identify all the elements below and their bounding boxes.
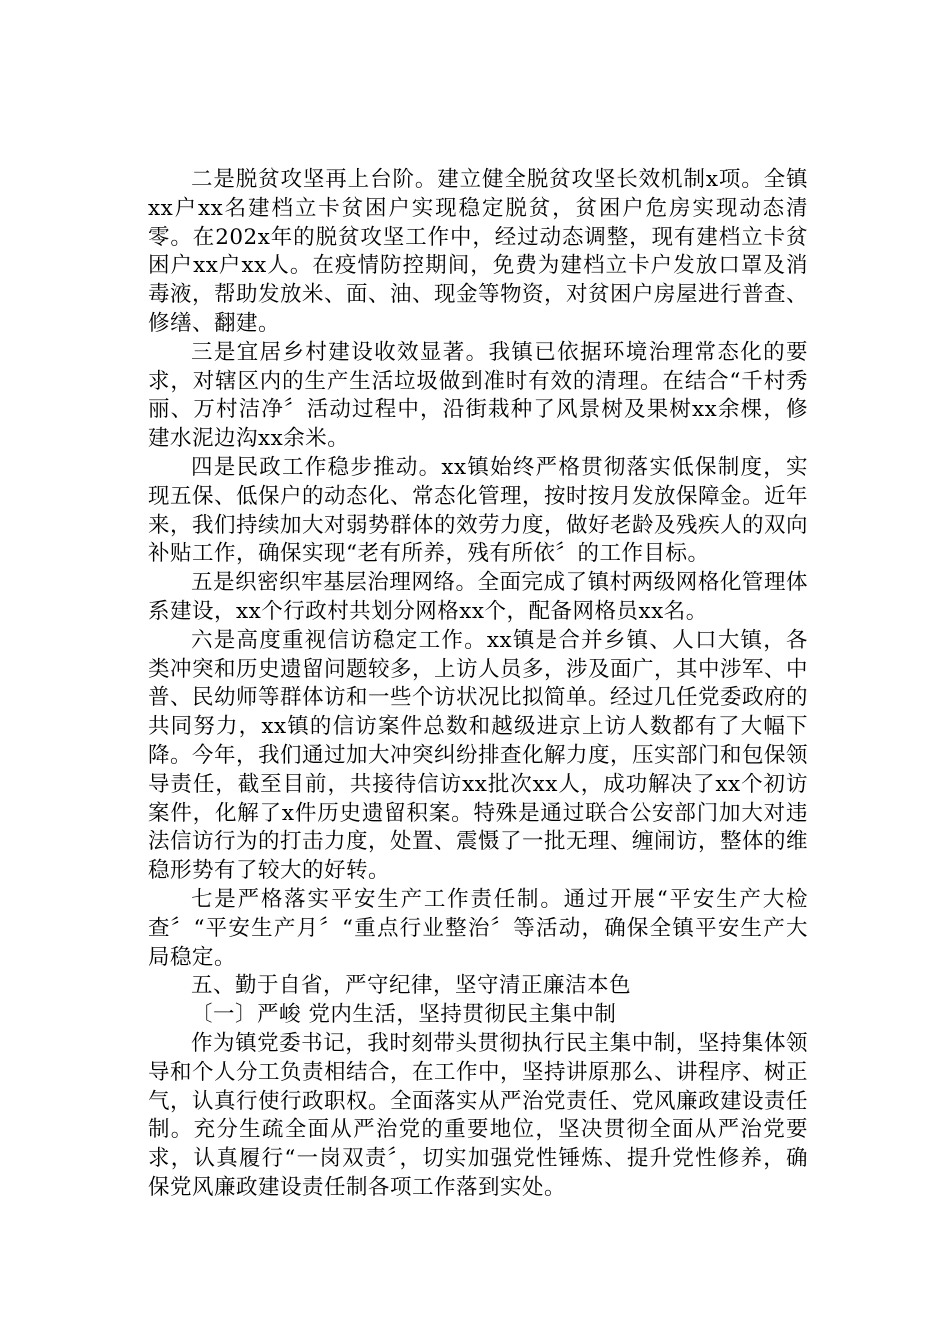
paragraph-poverty-alleviation: 二是脱贫攻坚再上台阶。建立健全脱贫攻坚长效机制x项。全镇xx户xx名建档立卡贫困户实现稳定脱贫，贫困户危房实现动态清零。在202x年的脱贫攻坚工作中，经过动态调整，现有建档立卡贫困户xx户xx人。在疫情防控期间，免费为建档立卡户发放口罩及消毒液，帮助发放米、面、油、现金等物资，对贫困户房屋进行普查、修缮、翻建。 [148,167,809,336]
paragraph-petition-stability: 六是高度重视信访稳定工作。xx镇是合并乡镇、人口大镇，各类冲突和历史遗留问题较多，上访人员多，涉及面广，其中涉军、中普、民幼师等群体访和一些个访状况比拟简单。经过几任党委政府的共同努力，xx镇的信访案件总数和越级进京上访人数都有了大幅下降。今年，我们通过加大冲突纠纷排查化解力度，压实部门和包保领导责任，截至目前，共接待信访xx批次xx人，成功解决了xx个初访案件，化解了x件历史遗留积案。特殊是通过联合公安部门加大对违法信访行为的打击力度，处置、震慑了一批无理、缠闹访，整体的维稳形势有了较大的好转。 [148,627,809,884]
subsection-heading: 〔一〕严峻 党内生活，坚持贯彻民主集中制 [191,1002,617,1028]
paragraph-governance-network: 五是织密织牢基层治理网络。全面完成了镇村两级网格化管理体系建设，xx个行政村共划分网格xx个，配备网格员xx名。 [148,570,808,624]
section-heading: 五、勤于自省，严守纪律，坚守清正廉洁本色 [191,973,632,999]
paragraph-livable-village: 三是宜居乡村建设收效显著。我镇已依据环境治理常态化的要求，对辖区内的生产生活垃圾做到准时有效的清理。在结合“千村秀丽、万村洁净〞活动过程中，沿街栽种了风景树及果树xx余棵，修建水泥边沟xx余米。 [148,339,808,452]
paragraph-democratic-centralism: 作为镇党委书记，我时刻带头贯彻执行民主集中制，坚持集体领导和个人分工负责相结合，在工作中，坚持讲原那么、讲程序、树正气，认真行使行政职权。全面落实从严治党责任、党风廉政建设责任制。充分生疏全面从严治党的重要地位，坚决贯彻全面从严治党要求，认真履行“一岗双责〞，切实加强党性锤炼、提升党性修养，确保党风廉政建设责任制各项工作落到实处。 [148,1030,809,1200]
paragraph-civil-affairs: 四是民政工作稳步推动。xx镇始终严格贯彻落实低保制度，实现五保、低保户的动态化、常态化管理，按时按月发放保障金。近年来，我们持续加大对弱势群体的效劳力度，做好老龄及残疾人的双向补贴工作，确保实现“老有所养，残有所依〞的工作目标。 [148,454,809,567]
paragraph-safety-production: 七是严格落实平安生产工作责任制。通过开展“平安生产大检查〞“平安生产月〞“重点行业整治〞等活动，确保全镇平安生产大局稳定。 [148,886,808,970]
